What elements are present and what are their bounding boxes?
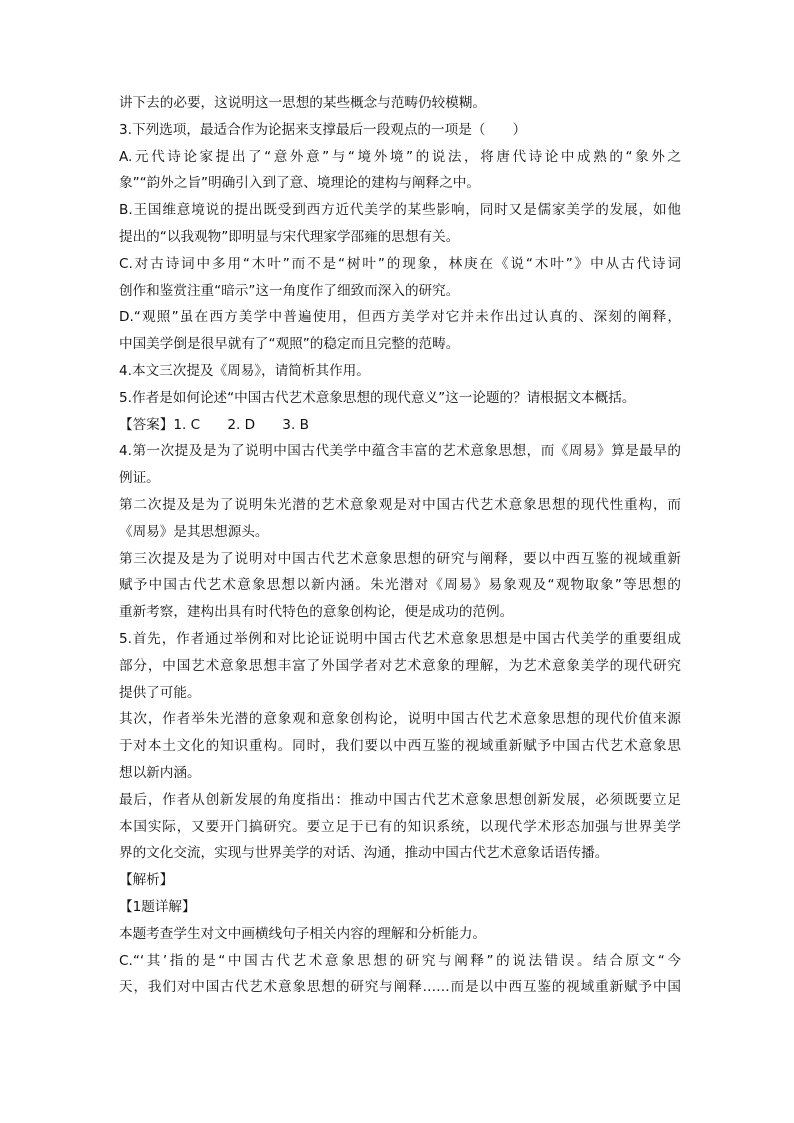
option-b-line-1: B.王国维意境说的提出既受到西方近代美学的某些影响，同时又是儒家美学的发展，如他 (119, 202, 681, 219)
answer-5-line-9: 界的文化交流，实现与世界美学的对话、沟通，推动中国古代艺术意象话语传播。 (119, 845, 609, 862)
option-a-line-2: 象”“韵外之旨”明确引入到了意、境理论的建构与阐释之中。 (119, 175, 480, 192)
answer-5-line-3: 提供了可能。 (119, 684, 201, 701)
analysis-line-1: 本题考查学生对文中画横线句子相关内容的理解和分析能力。 (119, 925, 487, 942)
analysis-line-3: 天，我们对中国古代艺术意象思想的研究与阐释……而是以中西互鉴的视域重新赋予中国 (119, 979, 681, 996)
answer-4-line-3: 第二次提及是为了说明朱光潜的艺术意象观是对中国古代艺术意象思想的现代性重构，而 (119, 496, 681, 513)
option-d-line-1: D.“观照”虽在西方美学中普遍使用，但西方美学对它并未作出过认真的、深刻的阐释， (119, 309, 681, 326)
question-4: 4.本文三次提及《周易》，请简析其作用。 (119, 362, 370, 379)
answer-5-line-1: 5.首先，作者通过举例和对比论证说明中国古代艺术意象思想是中国古代美学的重要组成 (119, 630, 681, 647)
question-5: 5.作者是如何论述“中国古代艺术意象思想的现代意义”这一论题的？请根据文本概括。 (119, 389, 636, 406)
answer-5-line-5: 于对本土文化的知识重构。同时，我们要以中西互鉴的视域重新赋予中国古代艺术意象思 (119, 738, 681, 755)
answer-heading: 【答案】1. C 2. D 3. B (119, 416, 309, 433)
option-c-line-2: 创作和鉴赏注重“暗示”这一角度作了细致而深入的研究。 (119, 282, 460, 299)
option-b-line-2: 提出的“以我观物”即明显与宋代理家学邵雍的思想有关。 (119, 228, 460, 245)
answer-4-line-4: 《周易》是其思想源头。 (119, 523, 269, 540)
answer-5-line-6: 想以新内涵。 (119, 764, 201, 781)
text-line-1: 讲下去的必要，这说明这一思想的某些概念与范畴仍较模糊。 (119, 95, 487, 111)
answer-5-line-2: 部分，中国艺术意象思想丰富了外国学者对艺术意象的理解，为艺术意象美学的现代研究 (119, 657, 681, 674)
answer-5-line-8: 本国实际，又要开门搞研究。要立足于已有的知识系统，以现代学术形态加强与世界美学 (119, 818, 681, 835)
answer-4-line-2: 例证。 (119, 470, 160, 487)
document-page (119, 90, 681, 1001)
analysis-line-2: C.“‘其’指的是“中国古代艺术意象思想的研究与阐释”的说法错误。结合原文“今 (119, 952, 681, 969)
analysis-heading: 【解析】 (119, 872, 174, 889)
question-1-detail-heading: 【1题详解】 (119, 898, 196, 915)
answer-4-line-1: 4.第一次提及是为了说明中国古代美学中蕴含丰富的艺术意象思想，而《周易》算是最早的 (119, 443, 681, 460)
answer-4-line-7: 重新考察，建构出具有时代特色的意象创构论，便是成功的范例。 (119, 604, 514, 621)
option-a-line-1: A.元代诗论家提出了“意外意”与“境外境”的说法，将唐代诗论中成熟的“象外之 (119, 148, 681, 165)
question-3: 3.下列选项，最适合作为论据来支撑最后一段观点的一项是（ ） (119, 121, 527, 138)
option-c-line-1: C.对古诗词中多用“木叶”而不是“树叶”的现象，林庚在《说“木叶”》中从古代诗词 (119, 255, 681, 272)
option-d-line-2: 中国美学倒是很早就有了“观照”的稳定而且完整的范畴。 (119, 336, 460, 353)
answer-4-line-6: 赋予中国古代艺术意象思想以新内涵。朱光潜对《周易》易象观及“观物取象”等思想的 (119, 577, 681, 594)
answer-5-line-7: 最后，作者从创新发展的角度指出：推动中国古代艺术意象思想创新发展，必须既要立足 (119, 791, 681, 808)
answer-4-line-5: 第三次提及是为了说明对中国古代艺术意象思想的研究与阐释，要以中西互鉴的视域重新 (119, 550, 681, 567)
answer-5-line-4: 其次，作者举朱光潜的意象观和意象创构论，说明中国古代艺术意象思想的现代价值来源 (119, 711, 681, 728)
